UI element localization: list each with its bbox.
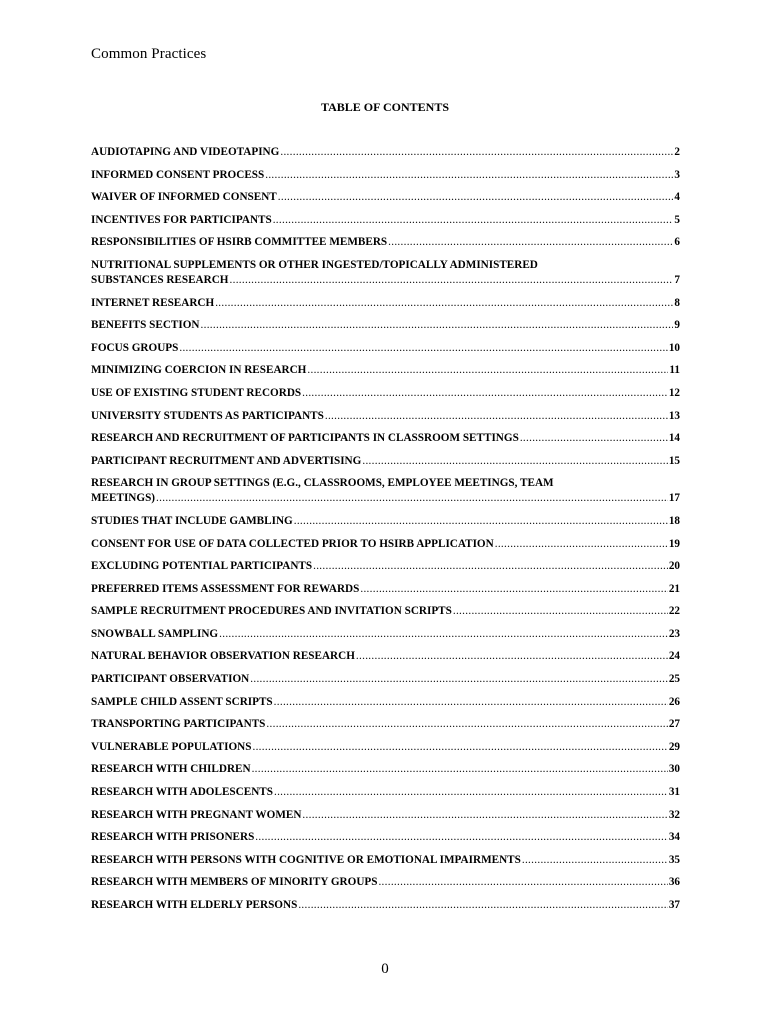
dot-leader xyxy=(179,341,667,356)
dot-leader xyxy=(302,808,667,823)
toc-entry-page: 6 xyxy=(674,236,680,249)
toc-entry[interactable] xyxy=(91,145,680,160)
dot-leader xyxy=(360,582,667,597)
toc-entry-row xyxy=(91,454,680,469)
toc-entry-title: RESEARCH WITH ELDERLY PERSONS xyxy=(91,899,298,911)
toc-entry[interactable] xyxy=(91,604,680,619)
toc-entry-row xyxy=(91,898,680,913)
toc-entry-page: 19 xyxy=(668,537,680,550)
toc-entry-page: 21 xyxy=(668,582,680,595)
toc-entry[interactable] xyxy=(91,363,680,378)
toc-entry-page: 14 xyxy=(668,432,680,445)
dot-leader xyxy=(362,454,667,469)
toc-entry-page: 37 xyxy=(668,899,680,911)
toc-entry[interactable] xyxy=(91,537,680,552)
toc-entry-title: PARTICIPANT RECRUITMENT AND ADVERTISING xyxy=(91,454,362,467)
toc-entry[interactable] xyxy=(91,409,680,424)
toc-entry-page: 27 xyxy=(668,718,680,731)
toc-entry-title: INCENTIVES FOR PARTICIPANTS xyxy=(91,213,272,226)
toc-entry-title: CONSENT FOR USE OF DATA COLLECTED PRIOR TO HSIRB APPLICATION xyxy=(91,537,494,550)
toc-entry-row xyxy=(91,491,680,506)
toc-entry-title: BENEFITS SECTION xyxy=(91,319,200,332)
toc-entry-row xyxy=(91,875,680,890)
toc-entry-row xyxy=(91,695,680,710)
toc-entry-page: 2 xyxy=(674,146,680,158)
toc-entry-row xyxy=(91,740,680,755)
toc-entry-title: FOCUS GROUPS xyxy=(91,341,179,354)
toc-entry[interactable] xyxy=(91,582,680,597)
dot-leader xyxy=(520,431,668,446)
toc-entry-row xyxy=(91,808,680,823)
toc-entry-title-line: RESEARCH IN GROUP SETTINGS (E.G., CLASSROOMS, EMPLOYEE MEETINGS, TEAM xyxy=(91,477,554,490)
toc-entry-row xyxy=(91,537,680,552)
toc-entry-title: RESEARCH WITH PRISONERS xyxy=(91,831,255,844)
toc-entry[interactable] xyxy=(91,190,680,205)
toc-entry-page: 13 xyxy=(668,409,680,422)
toc-entry[interactable] xyxy=(91,672,680,687)
toc-entry-page: 34 xyxy=(668,831,680,844)
toc-entry[interactable] xyxy=(91,785,680,800)
dot-leader xyxy=(252,740,667,755)
dot-leader xyxy=(495,537,668,552)
dot-leader xyxy=(255,830,668,845)
toc-entry-title: RESEARCH WITH ADOLESCENTS xyxy=(91,786,273,799)
toc-entry-title: STUDIES THAT INCLUDE GAMBLING xyxy=(91,514,293,527)
dot-leader xyxy=(274,695,668,710)
toc-entry-title: VULNERABLE POPULATIONS xyxy=(91,740,252,753)
toc-entry-row xyxy=(91,431,680,446)
dot-leader xyxy=(388,235,673,250)
toc-entry[interactable] xyxy=(91,235,680,250)
toc-entry[interactable] xyxy=(91,296,680,311)
toc-entry-title: RESEARCH WITH PERSONS WITH COGNITIVE OR EMOTIONAL IMPAIRMENTS xyxy=(91,853,521,866)
toc-entry-page: 20 xyxy=(668,560,680,573)
toc-entry-page: 35 xyxy=(668,853,680,866)
toc-entry-title: PREFERRED ITEMS ASSESSMENT FOR REWARDS xyxy=(91,582,360,595)
toc-entry-row xyxy=(91,386,680,401)
dot-leader xyxy=(378,875,667,890)
dot-leader xyxy=(156,491,668,506)
toc-entry-row xyxy=(91,296,680,311)
toc-entry-title: UNIVERSITY STUDENTS AS PARTICIPANTS xyxy=(91,409,324,422)
toc-entry-title: RESEARCH WITH CHILDREN xyxy=(91,763,251,776)
toc-entry-row xyxy=(91,582,680,597)
dot-leader xyxy=(230,273,674,288)
toc-entry-page: 23 xyxy=(668,627,680,640)
dot-leader xyxy=(266,717,667,732)
toc-entry-page: 29 xyxy=(668,740,680,753)
toc-entry-row xyxy=(91,168,680,183)
toc-entry-row xyxy=(91,559,680,574)
dot-leader xyxy=(250,672,668,687)
toc-entry-row xyxy=(91,341,680,356)
dot-leader xyxy=(307,363,668,378)
dot-leader xyxy=(278,190,674,205)
toc-entry[interactable] xyxy=(91,213,680,228)
toc-entry-page: 18 xyxy=(668,514,680,527)
toc-entry[interactable] xyxy=(91,875,680,890)
dot-leader xyxy=(453,604,668,619)
toc-entry-row xyxy=(91,717,680,732)
toc-entry-page: 10 xyxy=(668,341,680,354)
dot-leader xyxy=(265,168,673,183)
toc-entry-title: INFORMED CONSENT PROCESS xyxy=(91,168,265,181)
toc-entry[interactable] xyxy=(91,717,680,732)
toc-entry[interactable] xyxy=(91,341,680,356)
toc-entry[interactable] xyxy=(91,830,680,845)
toc-entry-title: RESPONSIBILITIES OF HSIRB COMMITTEE MEMBERS xyxy=(91,236,388,249)
toc-entry-row xyxy=(91,830,680,845)
toc-entry[interactable] xyxy=(91,258,680,288)
toc-entry[interactable] xyxy=(91,168,680,183)
toc-entry-title: RESEARCH WITH MEMBERS OF MINORITY GROUPS xyxy=(91,876,378,889)
dot-leader xyxy=(522,853,668,868)
toc-entry-title: MEETINGS) xyxy=(91,492,156,505)
toc-entry-title: SNOWBALL SAMPLING xyxy=(91,627,219,640)
toc-entry[interactable] xyxy=(91,762,680,777)
toc-entry-row xyxy=(91,363,680,378)
dot-leader xyxy=(280,145,673,160)
toc-entry-row xyxy=(91,145,680,160)
toc-entry-page: 32 xyxy=(668,808,680,821)
toc-entry-title: PARTICIPANT OBSERVATION xyxy=(91,673,250,686)
dot-leader xyxy=(273,213,674,228)
toc-entry-row xyxy=(91,514,680,529)
toc-entry-title: SUBSTANCES RESEARCH xyxy=(91,273,229,286)
toc-entry-title: SAMPLE RECRUITMENT PROCEDURES AND INVITATION SCRIPTS xyxy=(91,605,452,618)
toc-entry[interactable] xyxy=(91,318,680,333)
toc-entry[interactable] xyxy=(91,454,680,469)
toc-entry[interactable] xyxy=(91,853,680,868)
toc-entry-title: RESEARCH AND RECRUITMENT OF PARTICIPANTS IN CLASSROOM SETTINGS xyxy=(91,432,519,445)
toc-entry-row xyxy=(91,853,680,868)
dot-leader xyxy=(274,785,668,800)
toc-entry-row xyxy=(91,762,680,777)
toc-entry-page: 30 xyxy=(668,763,680,776)
toc-entry[interactable] xyxy=(91,740,680,755)
toc-entry[interactable] xyxy=(91,559,680,574)
toc-entry[interactable] xyxy=(91,695,680,710)
toc-entry-row xyxy=(91,627,680,642)
toc-entry-page: 24 xyxy=(668,650,680,663)
toc-entry[interactable] xyxy=(91,808,680,823)
toc-entry-row xyxy=(91,273,680,288)
toc-entry-row xyxy=(91,785,680,800)
dot-leader xyxy=(313,559,668,574)
dot-leader xyxy=(294,514,668,529)
toc-entry[interactable] xyxy=(91,431,680,446)
page-number: 0 xyxy=(381,961,389,977)
toc-entry-row xyxy=(91,649,680,664)
toc-entry-row xyxy=(91,235,680,250)
toc-entry-title: RESEARCH WITH PREGNANT WOMEN xyxy=(91,808,302,821)
toc-entry-page: 9 xyxy=(674,319,680,332)
toc-entry-page: 4 xyxy=(674,191,680,204)
toc-entry[interactable] xyxy=(91,476,680,506)
dot-leader xyxy=(252,762,668,777)
dot-leader xyxy=(298,898,668,913)
toc-entry-page: 22 xyxy=(668,605,680,618)
toc-entry-row xyxy=(91,672,680,687)
toc-entry[interactable] xyxy=(91,627,680,642)
toc-entry-row xyxy=(91,318,680,333)
toc-entry-title: USE OF EXISTING STUDENT RECORDS xyxy=(91,386,302,399)
toc-entry-page: 25 xyxy=(668,673,680,686)
toc-entry-page: 12 xyxy=(668,386,680,399)
toc-entry-title: WAIVER OF INFORMED CONSENT xyxy=(91,191,277,204)
toc-entry-page: 11 xyxy=(669,364,680,377)
toc-entry[interactable] xyxy=(91,386,680,401)
toc-title: TABLE OF CONTENTS xyxy=(320,100,450,114)
toc-entry-row xyxy=(91,190,680,205)
toc-entry-page: 17 xyxy=(668,492,680,505)
toc-entry-title-line: NUTRITIONAL SUPPLEMENTS OR OTHER INGESTED/TOPICALLY ADMINISTERED xyxy=(91,258,538,271)
toc-entry-page: 8 xyxy=(674,296,680,309)
toc-entry[interactable] xyxy=(91,649,680,664)
toc-entry-page: 5 xyxy=(674,213,680,226)
toc-entry-row xyxy=(91,409,680,424)
toc-entry-page: 3 xyxy=(674,168,680,181)
toc-entry-page: 36 xyxy=(668,876,680,889)
toc-entry-page: 7 xyxy=(674,273,680,286)
toc-entry-title: TRANSPORTING PARTICIPANTS xyxy=(91,718,266,731)
dot-leader xyxy=(215,296,673,311)
dot-leader xyxy=(325,409,668,424)
toc-entry[interactable] xyxy=(91,898,680,913)
dot-leader xyxy=(219,627,668,642)
toc-entry-title: SAMPLE CHILD ASSENT SCRIPTS xyxy=(91,695,273,708)
table-of-contents xyxy=(91,145,680,921)
toc-entry-title: EXCLUDING POTENTIAL PARTICIPANTS xyxy=(91,560,313,573)
toc-entry-page: 31 xyxy=(668,786,680,799)
toc-entry-title: INTERNET RESEARCH xyxy=(91,296,215,309)
dot-leader xyxy=(356,649,668,664)
toc-entry-title: MINIMIZING COERCION IN RESEARCH xyxy=(91,364,307,377)
dot-leader xyxy=(201,318,674,333)
toc-entry-row xyxy=(91,213,680,228)
toc-entry[interactable] xyxy=(91,514,680,529)
toc-entry-page: 26 xyxy=(668,695,680,708)
toc-entry-page: 15 xyxy=(668,454,680,467)
toc-entry-title: NATURAL BEHAVIOR OBSERVATION RESEARCH xyxy=(91,650,355,663)
dot-leader xyxy=(302,386,668,401)
toc-entry-row xyxy=(91,604,680,619)
running-header: Common Practices xyxy=(91,46,207,62)
toc-entry-title: AUDIOTAPING AND VIDEOTAPING xyxy=(91,146,280,158)
